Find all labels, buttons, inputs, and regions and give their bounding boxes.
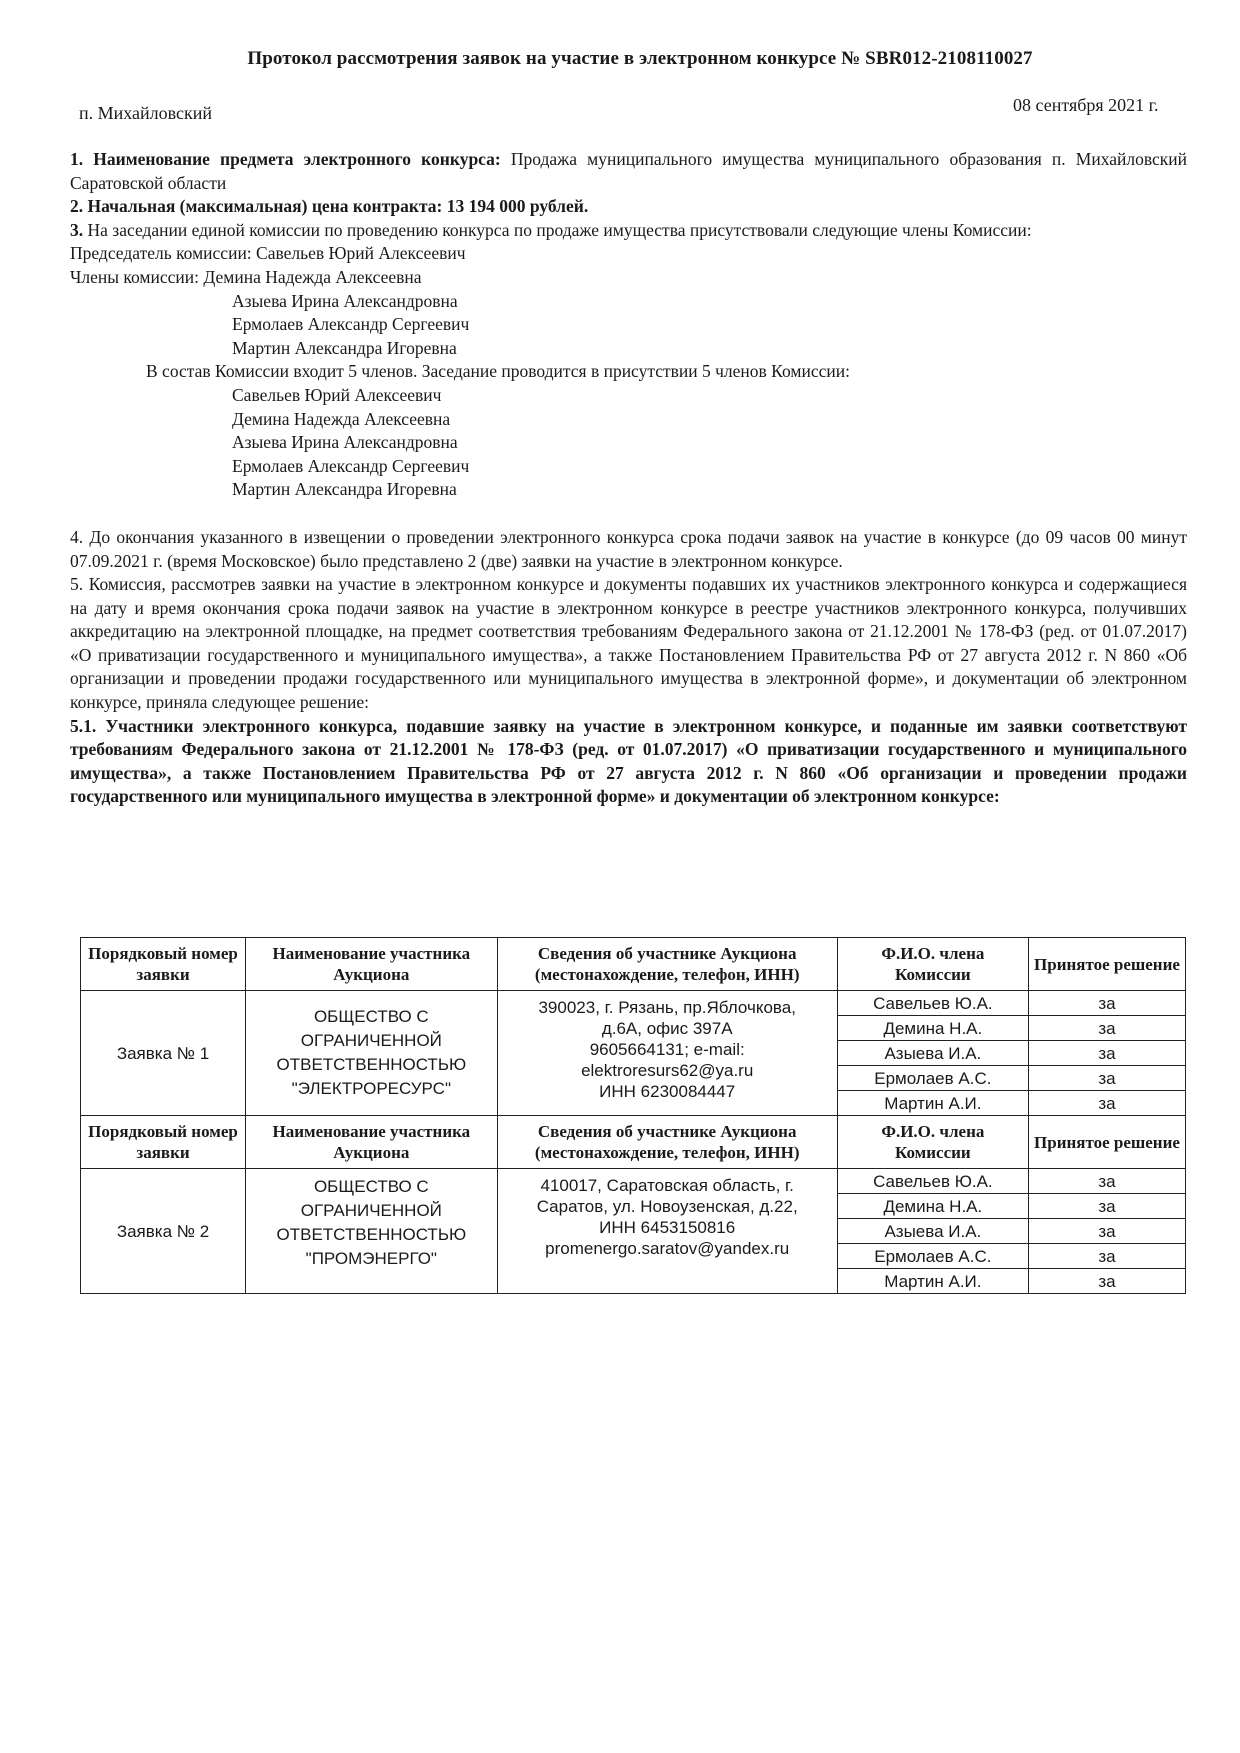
vote-member: Демина Н.А. xyxy=(837,1016,1028,1041)
document-title: Протокол рассмотрения заявок на участие в электронном конкурсе № SBR012-2108110027 xyxy=(247,48,1033,69)
application-number: Заявка № 1 xyxy=(81,991,246,1116)
application-participant-info xyxy=(497,991,837,1116)
header-member: Ф.И.О. члена Комиссии xyxy=(837,1116,1028,1169)
vote-member: Демина Н.А. xyxy=(837,1194,1028,1219)
section-4: 4. До окончания указанного в извещении о проведении электронного конкурса срока подачи заявок на участие в конкурсе (до 09 часов 00 минут 07.09.2021 г. (время Московское) было представлено 2 (две) заявки на участие в электронном конкурсе. xyxy=(70,526,1187,571)
section-1 xyxy=(70,148,1187,195)
section-3-label: 3. xyxy=(70,219,84,240)
vote-decision: за xyxy=(1028,1016,1185,1041)
commission-members-label: Члены комиссии: xyxy=(70,266,204,287)
participant-info-line: promenergo.saratov@yandex.ru xyxy=(545,1239,790,1258)
table-row xyxy=(81,1169,1186,1194)
vote-decision: за xyxy=(1028,1169,1185,1194)
section-3-text: На заседании единой комиссии по проведению конкурса по продаже имущества присутствовали следующие члены Комиссии: xyxy=(83,219,1032,240)
document-place: п. Михайловский xyxy=(79,103,213,123)
vote-member: Азыева И.А. xyxy=(837,1219,1028,1244)
vote-member: Савельев Ю.А. xyxy=(837,991,1028,1016)
participant-name-line: ОТВЕТСТВЕННОСТЬЮ xyxy=(276,1225,467,1244)
vote-member: Ермолаев А.С. xyxy=(837,1244,1028,1269)
application-number: Заявка № 2 xyxy=(81,1169,246,1294)
participant-info-line: 410017, Саратовская область, г. xyxy=(540,1176,794,1195)
header-info: Сведения об участнике Аукциона (местонахождение, телефон, ИНН) xyxy=(497,1116,837,1169)
vote-decision: за xyxy=(1028,1066,1185,1091)
vote-decision: за xyxy=(1028,1219,1185,1244)
section-1-label: 1. Наименование предмета электронного конкурса: xyxy=(70,149,501,169)
present-member: Демина Надежда Алексеевна xyxy=(232,408,451,429)
vote-member: Ермолаев А.С. xyxy=(837,1066,1028,1091)
participant-info-line: elektroresurs62@ya.ru xyxy=(581,1061,754,1080)
vote-member: Мартин А.И. xyxy=(837,1091,1028,1116)
commission-member: Азыева Ирина Александровна xyxy=(232,290,458,311)
commission-members-first xyxy=(70,266,1187,290)
vote-member: Мартин А.И. xyxy=(837,1269,1028,1294)
header-num: Порядковый номер заявки xyxy=(81,938,246,991)
vote-decision: за xyxy=(1028,991,1185,1016)
section-3 xyxy=(70,219,1187,243)
participant-name-line: ОГРАНИЧЕННОЙ xyxy=(300,1201,442,1220)
table-header-row xyxy=(81,1116,1186,1169)
section-5-1-decision: 5.1. Участники электронного конкурса, подавшие заявку на участие в электронном конкурсе, и поданные им заявки соответствуют требованиям Федерального закона от 21.12.2001 № 178-ФЗ (ред. от 01.07.2017) «О приватизации государственного и муниципального имущества», а также Постановлением Правительства РФ от 27 августа 2012 г. N 860 «Об организации и проведении продажи государственного или муниципального имущества в электронной форме» и документации об электронном конкурсе: xyxy=(70,715,1187,807)
present-member: Азыева Ирина Александровна xyxy=(232,432,458,453)
application-participant-name xyxy=(246,1169,498,1294)
participant-info-line: Саратов, ул. Новоузенская, д.22, xyxy=(536,1197,798,1216)
participant-info-line: д.6А, офис 397А xyxy=(601,1019,733,1038)
header-info: Сведения об участнике Аукциона (местонахождение, телефон, ИНН) xyxy=(497,938,837,991)
document-body xyxy=(70,148,1187,809)
participant-info-line: ИНН 6453150816 xyxy=(599,1218,736,1237)
present-member: Савельев Юрий Алексеевич xyxy=(232,384,442,405)
participant-info-line: 390023, г. Рязань, пр.Яблочкова, xyxy=(538,998,796,1017)
section-5: 5. Комиссия, рассмотрев заявки на участие в электронном конкурсе и документы подавших их участников электронного конкурса и содержащиеся на дату и время окончания срока подачи заявок на участие в электронном конкурсе в реестре участников электронного конкурса, получивших аккредитацию на электронной площадке, на предмет соответствия требованиям Федерального закона от 21.12.2001 № 178-ФЗ (ред. от 01.07.2017) «О приватизации государственного и муниципального имущества», а также Постановлением Правительства РФ от 27 августа 2012 г. N 860 «Об организации и проведении продажи государственного или муниципального имущества в электронной форме», и документации об электронном конкурсе, приняла следующее решение: xyxy=(70,574,1187,713)
participant-name-line: ОБЩЕСТВО С xyxy=(313,1007,429,1026)
present-member: Ермолаев Александр Сергеевич xyxy=(232,455,470,476)
commission-chair: Председатель комиссии: Савельев Юрий Алексеевич xyxy=(70,243,466,264)
vote-decision: за xyxy=(1028,1194,1185,1219)
vote-decision: за xyxy=(1028,1091,1185,1116)
header-decision: Принятое решение xyxy=(1028,938,1185,991)
participant-info-line: ИНН 6230084447 xyxy=(599,1082,736,1101)
participant-info-line: 9605664131; e-mail: xyxy=(589,1040,745,1059)
document-date: 08 сентября 2021 г. xyxy=(1013,95,1159,115)
participant-name-line: ОБЩЕСТВО С xyxy=(313,1177,429,1196)
paragraph-gap xyxy=(70,502,1187,526)
present-member: Мартин Александра Игоревна xyxy=(232,479,457,500)
vote-member: Савельев Ю.А. xyxy=(837,1169,1028,1194)
vote-decision: за xyxy=(1028,1041,1185,1066)
vote-decision: за xyxy=(1028,1244,1185,1269)
commission-composition: В состав Комиссии входит 5 членов. Заседание проводится в присутствии 5 членов Комиссии: xyxy=(146,361,850,382)
vote-decision: за xyxy=(1028,1269,1185,1294)
commission-member: Ермолаев Александр Сергеевич xyxy=(232,314,470,335)
header-decision: Принятое решение xyxy=(1028,1116,1185,1169)
header-num: Порядковый номер заявки xyxy=(81,1116,246,1169)
commission-member: Мартин Александра Игоревна xyxy=(232,337,457,358)
header-name: Наименование участника Аукциона xyxy=(246,1116,498,1169)
participant-name-line: "ПРОМЭНЕРГО" xyxy=(305,1249,437,1268)
header-member: Ф.И.О. члена Комиссии xyxy=(837,938,1028,991)
commission-member: Демина Надежда Алексеевна xyxy=(203,266,422,287)
section-1-text: Продажа муниципального имущества муниципального образования п. Михайловский Саратовской области xyxy=(70,149,1187,193)
application-participant-info xyxy=(497,1169,837,1294)
application-participant-name xyxy=(246,991,498,1116)
table-row xyxy=(81,991,1186,1016)
applications-table xyxy=(80,937,1186,1294)
participant-name-line: "ЭЛЕКТРОРЕСУРС" xyxy=(291,1079,451,1098)
participant-name-line: ОТВЕТСТВЕННОСТЬЮ xyxy=(276,1055,467,1074)
header-name: Наименование участника Аукциона xyxy=(246,938,498,991)
table-header-row xyxy=(81,938,1186,991)
vote-member: Азыева И.А. xyxy=(837,1041,1028,1066)
participant-name-line: ОГРАНИЧЕННОЙ xyxy=(300,1031,442,1050)
section-2: 2. Начальная (максимальная) цена контракта: 13 194 000 рублей. xyxy=(70,196,589,217)
